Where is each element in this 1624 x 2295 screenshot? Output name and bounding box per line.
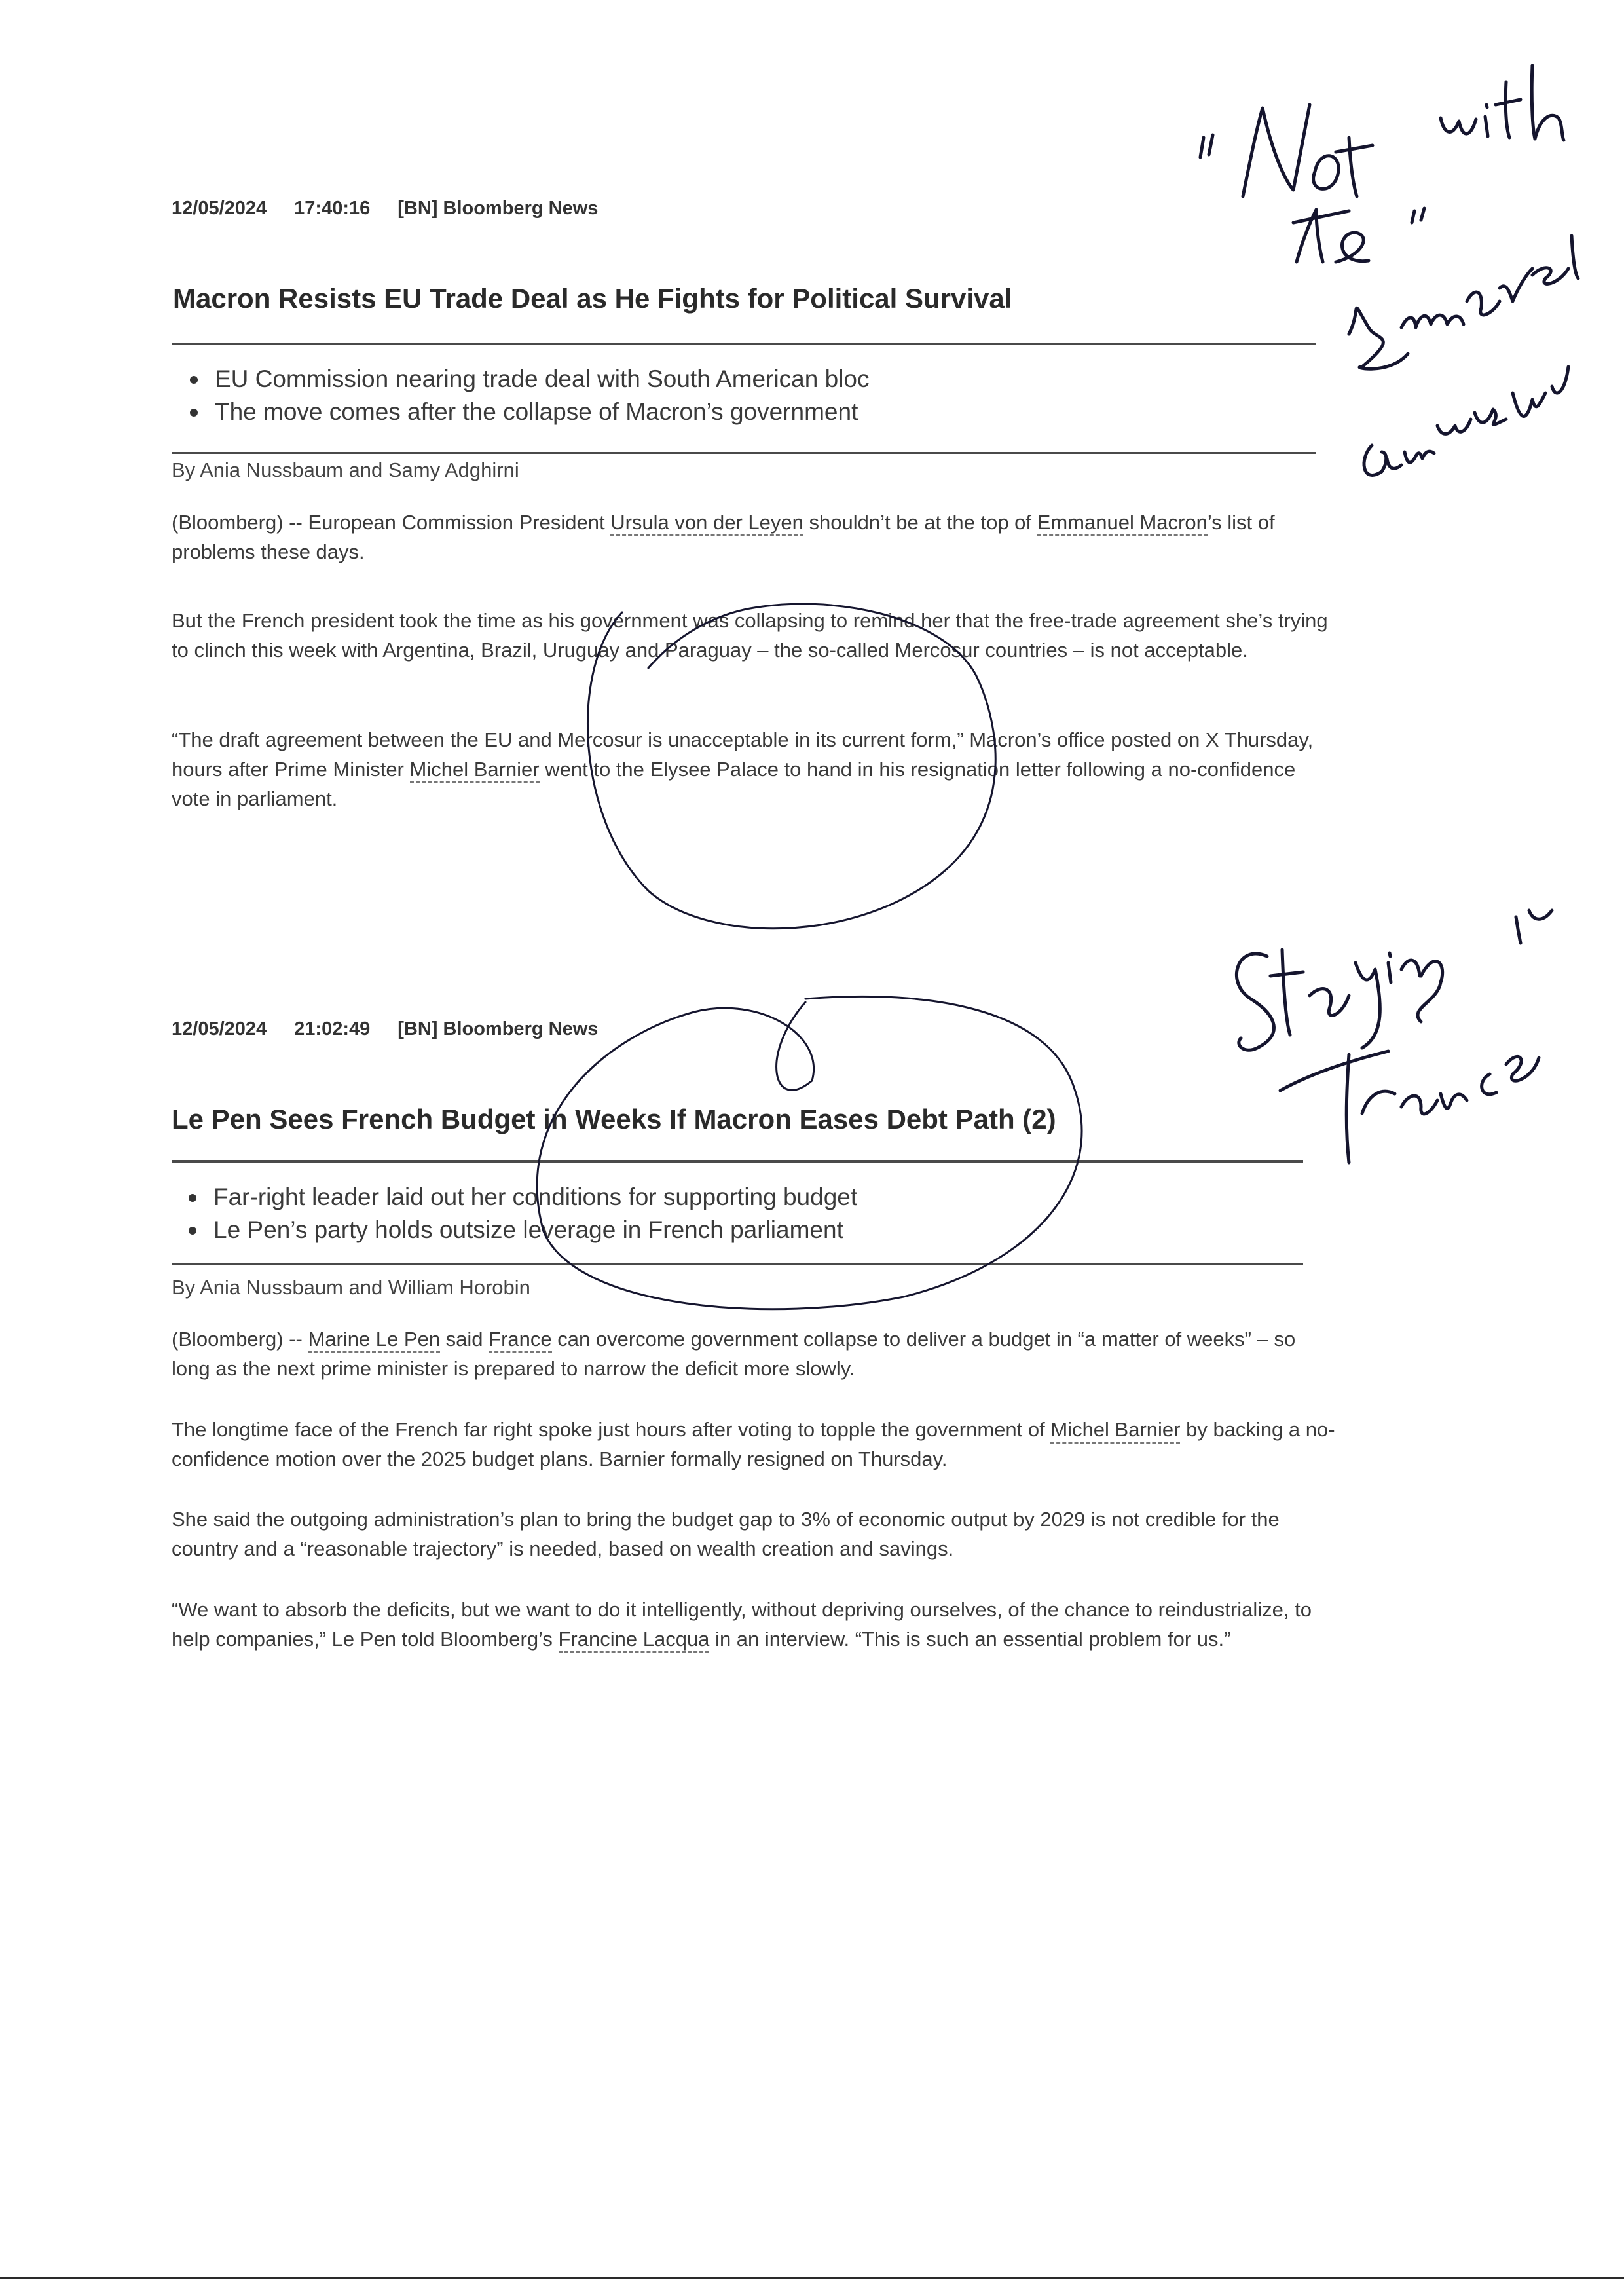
article-paragraph: (Bloomberg) -- Marine Le Pen said France can overcome government collapse to deliver a budget in “a matter of weeks” – so long as the next prime minister is prepared to narrow the deficit more slowly.: [172, 1328, 1296, 1380]
summary-bullet: EU Commission nearing trade deal with South American bloc: [185, 363, 870, 396]
headline-rule: [172, 343, 1316, 345]
entity-link[interactable]: Marine Le Pen: [308, 1328, 440, 1353]
headline-rule: [172, 1160, 1303, 1163]
article-byline: By Ania Nussbaum and Samy Adghirni: [172, 458, 519, 481]
summary-bullets: [183, 1181, 857, 1246]
entity-link[interactable]: Michel Barnier: [1050, 1418, 1180, 1444]
entity-link[interactable]: Emmanuel Macron: [1037, 511, 1208, 536]
handwritten-note-staying: [1236, 910, 1552, 1163]
article-headline: Macron Resists EU Trade Deal as He Fights for Political Survival: [173, 283, 1012, 314]
article-date: 12/05/2024: [172, 1018, 267, 1039]
summary-bullet: The move comes after the collapse of Macron’s government: [185, 396, 870, 428]
article-headline: Le Pen Sees French Budget in Weeks If Macron Eases Debt Path (2): [172, 1104, 1056, 1134]
entity-link[interactable]: Francine Lacqua: [559, 1628, 710, 1653]
ink-circle-headline: [537, 996, 1082, 1309]
summary-bullet: Le Pen’s party holds outsize leverage in French parliament: [183, 1214, 857, 1246]
entity-link[interactable]: Ursula von der Leyen: [610, 511, 803, 536]
entity-link[interactable]: France: [489, 1328, 551, 1353]
article-time: 17:40:16: [294, 198, 371, 219]
summary-bullet: Far-right leader laid out her conditions for supporting budget: [183, 1181, 857, 1214]
article-paragraph: “The draft agreement between the EU and Mercosur is unacceptable in its current form,” Macron’s office posted on X Thursday, hours after Prime Minister Michel Barnier went to the Elysee Palace to hand in his resignation letter following a no-confidence vote in parliament.: [172, 728, 1314, 810]
article-paragraph: “We want to absorb the deficits, but we want to do it intelligently, without depriving ourselves, of the chance to reindustrialize, to help companies,” Le Pen told Bloomberg’s Francine Lacqua in an interview. “This is such an essential problem for us.”: [172, 1595, 1337, 1654]
article-source: [BN] Bloomberg News: [397, 198, 599, 219]
article-dateline: [172, 198, 598, 219]
article-paragraph: (Bloomberg) -- European Commission President Ursula von der Leyen shouldn’t be at the top of Emmanuel Macron’s list of problems these days.: [172, 511, 1275, 563]
article-dateline: [172, 1018, 598, 1040]
summary-rule: [172, 1263, 1303, 1265]
article-source: [BN] Bloomberg News: [397, 1018, 599, 1039]
summary-rule: [172, 452, 1316, 454]
article-time: 21:02:49: [294, 1018, 371, 1039]
handwritten-note-quote: [1200, 65, 1578, 475]
article-paragraph: But the French president took the time as his government was collapsing to remind her that the free-trade agreement she’s trying to clinch this week with Argentina, Brazil, Uruguay and Paraguay – the so-called Mercosur countries – is not acceptable.: [172, 609, 1328, 662]
entity-link[interactable]: Michel Barnier: [410, 758, 540, 783]
article-byline: By Ania Nussbaum and William Horobin: [172, 1276, 530, 1299]
summary-bullets: [185, 363, 870, 428]
article-date: 12/05/2024: [172, 198, 267, 219]
article-paragraph: The longtime face of the French far right spoke just hours after voting to topple the government of Michel Barnier by backing a no-confidence motion over the 2025 budget plans. Barnier formally resigned on Thursday.: [172, 1418, 1335, 1470]
scan-bottom-edge: [0, 2277, 1624, 2279]
article-paragraph: She said the outgoing administration’s plan to bring the budget gap to 3% of economic output by 2029 is not credible for the country and a “reasonable trajectory” is needed, based on wealth creation and savings.: [172, 1508, 1280, 1560]
